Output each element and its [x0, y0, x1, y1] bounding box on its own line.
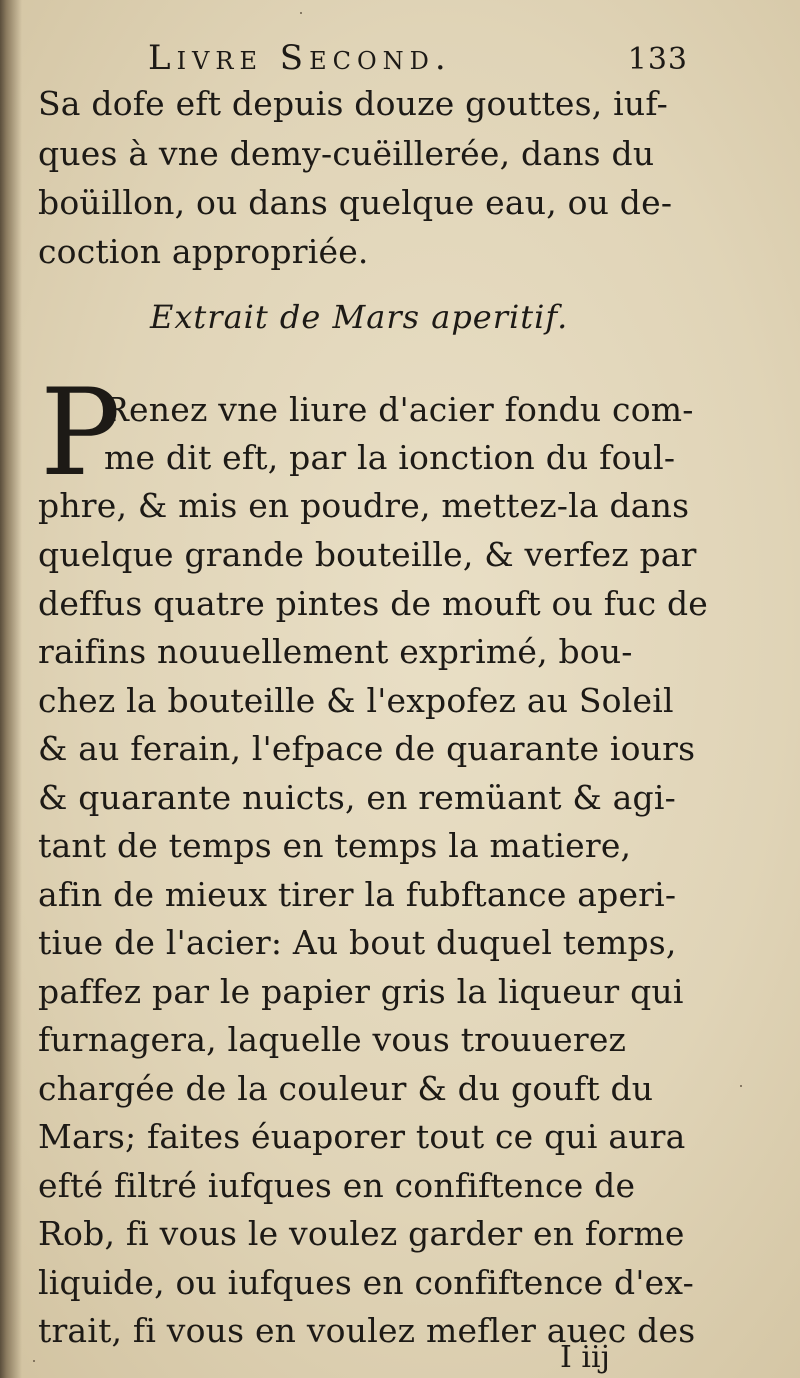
text-line: efté filtré iufques en confiftence de	[38, 1166, 636, 1205]
text-line: deffus quatre pintes de mouft ou fuc de	[38, 584, 709, 623]
text-line: Mars; faites éuaporer tout ce qui aura	[38, 1117, 686, 1156]
text-line: afin de mieux tirer la fubftance aperi-	[38, 875, 677, 914]
text-line: coction appropriée.	[38, 232, 369, 271]
text-line: & quarante nuicts, en remüant & agi-	[38, 778, 676, 817]
running-title: Livre Second.	[148, 38, 452, 78]
text-line: phre, & mis en poudre, mettez-la dans	[38, 486, 690, 525]
text-line: liquide, ou iufques en confiftence d'ex-	[38, 1263, 694, 1302]
binding-shadow	[0, 0, 22, 1378]
page-header	[148, 38, 688, 88]
signature-mark: I iij	[560, 1340, 610, 1375]
text-line: chez la bouteille & l'expofez au Soleil	[38, 681, 674, 720]
text-line: & au ferain, l'efpace de quarante iours	[38, 729, 696, 768]
text-line: Rob, fi vous le voulez garder en forme	[38, 1214, 685, 1253]
paper-speck	[740, 1085, 742, 1087]
paper-speck	[33, 1360, 35, 1362]
text-line: Sa dofe eft depuis douze gouttes, iuf-	[38, 84, 668, 123]
text-line: tant de temps en temps la matiere,	[38, 826, 632, 865]
text-line: boüillon, ou dans quelque eau, ou de-	[38, 183, 673, 222]
text-line: Renez vne liure d'acier fondu com-	[104, 390, 694, 429]
text-line: me dit eft, par la ionction du foul-	[104, 438, 676, 477]
text-line: tiue de l'acier: Au bout duquel temps,	[38, 923, 677, 962]
page-number: 133	[627, 42, 688, 77]
text-line: raifins nouuellement exprimé, bou-	[38, 632, 633, 671]
text-line: quelque grande bouteille, & verfez par	[38, 535, 697, 574]
text-line: trait, fi vous en voulez mefler auec des	[38, 1311, 696, 1350]
drop-capital: P	[40, 364, 121, 503]
text-line: ques à vne demy-cuëillerée, dans du	[38, 134, 655, 173]
paper-speck	[300, 12, 302, 14]
text-line: furnagera, laquelle vous trouuerez	[38, 1020, 627, 1059]
section-heading: Extrait de Mars aperitif.	[150, 298, 569, 336]
text-line: chargée de la couleur & du gouft du	[38, 1069, 654, 1108]
text-line: paffez par le papier gris la liqueur qui	[38, 972, 684, 1011]
